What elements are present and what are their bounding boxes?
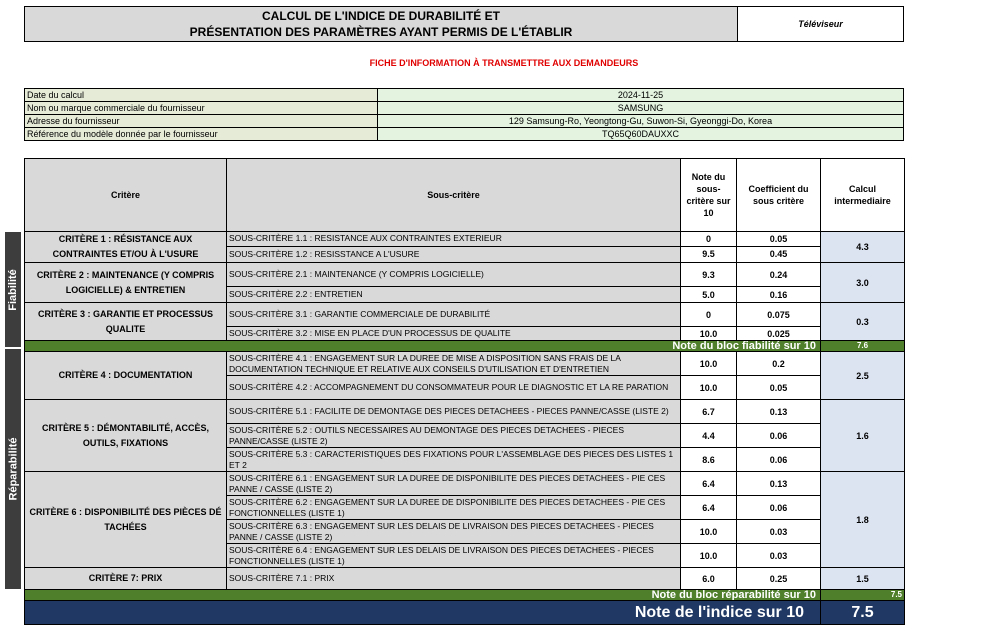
sub-criterion-note: 9.3 (681, 263, 737, 287)
sub-criterion-note: 10.0 (681, 520, 737, 544)
final-score-label: Note de l'indice sur 10 (25, 601, 821, 625)
table-row (25, 568, 905, 590)
info-value: 129 Samsung-Ro, Yeongtong-Gu, Suwon-Si, Gyeonggi-Do, Korea (378, 115, 904, 128)
criterion-calc: 3.0 (821, 263, 905, 303)
supplier-info-table (24, 88, 904, 141)
sub-criterion-label: SOUS-CRITÈRE 7.1 : PRIX (227, 568, 681, 590)
criterion-calc: 1.5 (821, 568, 905, 590)
table-row (25, 263, 905, 287)
header-sous-critere: Sous-critère (227, 159, 681, 232)
sub-criterion-label: SOUS-CRITÈRE 4.1 : ENGAGEMENT SUR LA DUREE DE MISE A DISPOSITION SANS FRAIS DE LA DOCUMENTATION TECHNIQUE ET RELATIVE AUX CONSEILS D'UTILISATION ET D'ENTRETIEN (227, 352, 681, 376)
sub-criterion-coef: 0.06 (737, 496, 821, 520)
sub-criterion-coef: 0.03 (737, 544, 821, 568)
sub-criterion-note: 6.0 (681, 568, 737, 590)
sub-criterion-coef: 0.25 (737, 568, 821, 590)
sub-criterion-note: 10.0 (681, 352, 737, 376)
sub-criterion-note: 4.4 (681, 424, 737, 448)
sub-criterion-note: 10.0 (681, 376, 737, 400)
table-row (25, 400, 905, 424)
side-label-fiabilite (5, 232, 21, 347)
document-title (24, 6, 738, 42)
info-label: Adresse du fournisseur (25, 115, 378, 128)
sub-criterion-label: SOUS-CRITÈRE 6.1 : ENGAGEMENT SUR LA DUREE DE DISPONIBILITE DES PIECES DETACHEES - PIE CES PANNE / CASSE (LISTE 2) (227, 472, 681, 496)
criterion-name: CRITÈRE 5 : DÉMONTABILITÉ, ACCÈS, OUTILS, FIXATIONS (25, 400, 227, 472)
bloc-fiabilite-row (25, 341, 905, 352)
sub-criterion-label: SOUS-CRITÈRE 6.2 : ENGAGEMENT SUR LA DUREE DE DISPONIBILITE DES PIECES DETACHEES - PIE CES FONCTIONNELLES (LISTE 1) (227, 496, 681, 520)
criterion-name: CRITÈRE 1 : RÉSISTANCE AUX CONTRAINTES ET/OU À L'USURE (25, 232, 227, 263)
header-critere: Critère (25, 159, 227, 232)
table-row (25, 472, 905, 496)
sub-criterion-coef: 0.05 (737, 232, 821, 247)
sub-criterion-label: SOUS-CRITÈRE 3.2 : MISE EN PLACE D'UN PROCESSUS DE QUALITE (227, 327, 681, 341)
bloc-reparabilite-row (25, 590, 905, 601)
sub-criterion-label: SOUS-CRITÈRE 1.2 : RESISSTANCE A L'USURE (227, 246, 681, 262)
sub-criterion-note: 5.0 (681, 287, 737, 303)
sub-criterion-note: 6.4 (681, 472, 737, 496)
sub-criterion-note: 9.5 (681, 246, 737, 262)
sub-criterion-note: 10.0 (681, 544, 737, 568)
sub-criterion-note: 0 (681, 303, 737, 327)
sub-criterion-label: SOUS-CRITÈRE 6.4 : ENGAGEMENT SUR LES DELAIS DE LIVRAISON DES PIECES DETACHEES - PIECES FONCTIONNELLES (LISTE 1) (227, 544, 681, 568)
sub-criterion-coef: 0.06 (737, 424, 821, 448)
sub-criterion-coef: 0.025 (737, 327, 821, 341)
product-type: Téléviseur (738, 6, 904, 42)
sub-criterion-label: SOUS-CRITÈRE 2.2 : ENTRETIEN (227, 287, 681, 303)
criterion-calc: 1.6 (821, 400, 905, 472)
bloc-reparabilite-label: Note du bloc réparabilité sur 10 (25, 590, 821, 601)
sub-criterion-coef: 0.24 (737, 263, 821, 287)
criterion-calc: 2.5 (821, 352, 905, 400)
sub-criterion-note: 10.0 (681, 327, 737, 341)
criterion-calc: 4.3 (821, 232, 905, 263)
sub-criterion-coef: 0.13 (737, 400, 821, 424)
sub-criterion-label: SOUS-CRITÈRE 6.3 : ENGAGEMENT SUR LES DELAIS DE LIVRAISON DES PIECES DETACHEES - PIECES PANNE / CASSE (LISTE 2) (227, 520, 681, 544)
sub-criterion-label: SOUS-CRITÈRE 5.3 : CARACTERISTIQUES DES FIXATIONS POUR L'ASSEMBLAGE DES PIECES DES LISTES 1 ET 2 (227, 448, 681, 472)
sub-criterion-coef: 0.075 (737, 303, 821, 327)
final-score-row (25, 601, 905, 625)
sub-criterion-label: SOUS-CRITÈRE 1.1 : RESISTANCE AUX CONTRAINTES EXTERIEUR (227, 232, 681, 247)
header-coef: Coefficient du sous critère (737, 159, 821, 232)
sub-criterion-note: 6.4 (681, 496, 737, 520)
criterion-name: CRITÈRE 6 : DISPONIBILITÉ DES PIÈCES DÉ TACHÉES (25, 472, 227, 568)
title-line-2: PRÉSENTATION DES PARAMÈTRES AYANT PERMIS DE L'ÉTABLIR (189, 25, 573, 39)
sub-criterion-coef: 0.16 (737, 287, 821, 303)
side-label-text: Fiabilité (7, 268, 19, 311)
sub-criterion-note: 0 (681, 232, 737, 247)
table-row (25, 352, 905, 376)
side-label-text: Réparabilité (7, 437, 19, 501)
table-row (25, 303, 905, 327)
sub-criterion-note: 6.7 (681, 400, 737, 424)
info-value: 2024-11-25 (378, 89, 904, 102)
criterion-name: CRITÈRE 4 : DOCUMENTATION (25, 352, 227, 400)
criterion-calc: 1.8 (821, 472, 905, 568)
info-value: TQ65Q60DAUXXC (378, 128, 904, 141)
info-label: Date du calcul (25, 89, 378, 102)
table-header-row (25, 159, 905, 232)
info-row (25, 102, 904, 115)
info-value: SAMSUNG (378, 102, 904, 115)
bloc-reparabilite-value: 7.5 (821, 590, 905, 601)
bloc-fiabilite-label: Note du bloc fiabilité sur 10 (25, 341, 821, 352)
durability-table (24, 158, 905, 625)
sub-criterion-label: SOUS-CRITÈRE 5.2 : OUTILS NECESSAIRES AU DEMONTAGE DES PIECES DETACHEES - PIECES PANNE/CASSE (LISTE 2) (227, 424, 681, 448)
final-score-value: 7.5 (821, 601, 905, 625)
sub-criterion-label: SOUS-CRITÈRE 2.1 : MAINTENANCE (Y COMPRIS LOGICIELLE) (227, 263, 681, 287)
sub-criterion-coef: 0.05 (737, 376, 821, 400)
criterion-name: CRITÈRE 2 : MAINTENANCE (Y COMPRIS LOGICIELLE) & ENTRETIEN (25, 263, 227, 303)
sub-criterion-label: SOUS-CRITÈRE 5.1 : FACILITE DE DEMONTAGE DES PIECES DETACHEES - PIECES PANNE/CASSE (LISTE 2) (227, 400, 681, 424)
info-label: Nom ou marque commerciale du fournisseur (25, 102, 378, 115)
sub-criterion-coef: 0.03 (737, 520, 821, 544)
criterion-name: CRITÈRE 7: PRIX (25, 568, 227, 590)
sub-criterion-note: 8.6 (681, 448, 737, 472)
info-row (25, 89, 904, 102)
criterion-name: CRITÈRE 3 : GARANTIE ET PROCESSUS QUALITE (25, 303, 227, 341)
header-note: Note du sous-critère sur 10 (681, 159, 737, 232)
sub-criterion-coef: 0.06 (737, 448, 821, 472)
sub-criterion-coef: 0.13 (737, 472, 821, 496)
sub-criterion-label: SOUS-CRITÈRE 3.1 : GARANTIE COMMERCIALE DE DURABILITÉ (227, 303, 681, 327)
table-row (25, 232, 905, 247)
sub-criterion-label: SOUS-CRITÈRE 4.2 : ACCOMPAGNEMENT DU CONSOMMATEUR POUR LE DIAGNOSTIC ET LA RE PARATION (227, 376, 681, 400)
header-calc: Calcul intermediaire (821, 159, 905, 232)
side-label-reparabilite (5, 349, 21, 589)
sub-criterion-coef: 0.2 (737, 352, 821, 376)
criterion-calc: 0.3 (821, 303, 905, 341)
info-row (25, 128, 904, 141)
sub-criterion-coef: 0.45 (737, 246, 821, 262)
info-row (25, 115, 904, 128)
bloc-fiabilite-value: 7.6 (821, 341, 905, 352)
fiche-subtitle: FICHE D'INFORMATION À TRANSMETTRE AUX DEMANDEURS (369, 58, 639, 68)
title-line-1: CALCUL DE L'INDICE DE DURABILITÉ ET (262, 9, 500, 23)
info-label: Référence du modèle donnée par le fournisseur (25, 128, 378, 141)
